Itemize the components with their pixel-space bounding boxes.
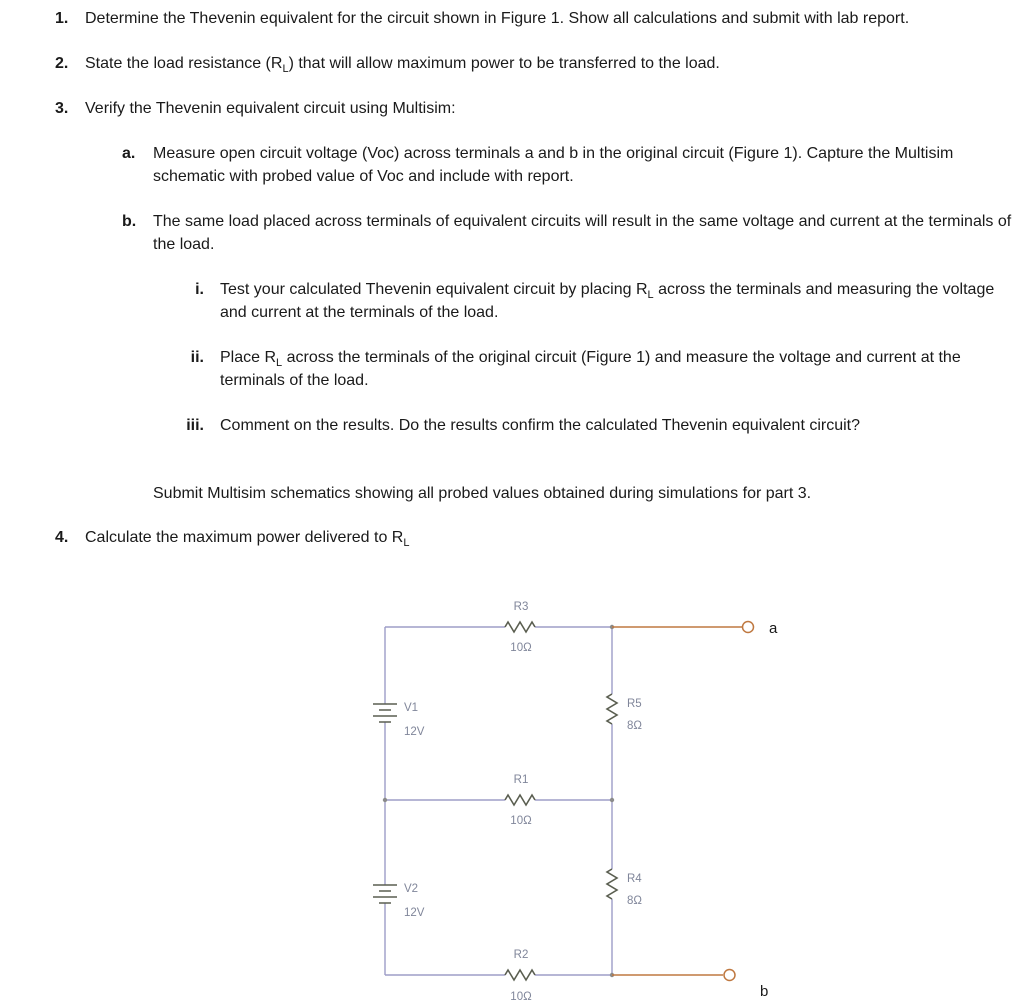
instruction-item-1	[55, 7, 1014, 30]
r4-name-label: R4	[627, 873, 642, 885]
item-roman: iii.	[186, 417, 204, 434]
resistor-R5	[607, 694, 617, 724]
item-text: Comment on the results. Do the results confirm the calculated Thevenin equivalent circuit?	[220, 417, 861, 434]
text-segment: across the terminals of the original circuit (Figure 1) and measure the voltage and current at the terminals of the load.	[220, 349, 961, 389]
terminal-b-label: b	[760, 983, 769, 1000]
schematic-components	[373, 622, 617, 980]
r2-value-label: 10Ω	[510, 991, 532, 1002]
junction-dot	[610, 798, 614, 802]
terminal-a-label: a	[769, 620, 778, 637]
junction-dots	[383, 625, 614, 977]
item-text: The same load placed across terminals of equivalent circuits will result in the same voltage and current at the terminals of the load.	[153, 213, 1012, 253]
battery-V2	[373, 885, 397, 903]
instruction-item-3b	[122, 210, 1014, 256]
instruction-item-2	[55, 52, 1014, 75]
text-segment: across the terminals and measuring the voltage and current at the terminals of the load.	[220, 281, 995, 321]
terminal-a-node	[743, 622, 754, 633]
item-text	[220, 278, 1014, 324]
r1-name-label: R1	[513, 774, 529, 786]
subscript-L: L	[282, 63, 289, 76]
subscript-L: L	[647, 289, 654, 302]
instruction-item-3	[55, 97, 1014, 120]
text-segment: Place R	[220, 349, 277, 366]
item-text: Determine the Thevenin equivalent for the circuit shown in Figure 1. Show all calculations and submit with lab report.	[85, 10, 910, 27]
r5-name-label: R5	[627, 698, 642, 710]
item-text: Measure open circuit voltage (Voc) across terminals a and b in the original circuit (Figure 1). Capture the Multisim schematic with probed value of Voc and include with report.	[153, 145, 954, 185]
r5-value-label: 8Ω	[627, 720, 642, 732]
item-text	[85, 52, 1014, 75]
item-roman: i.	[195, 281, 204, 298]
text-segment: Test your calculated Thevenin equivalent circuit by placing R	[220, 281, 648, 298]
junction-dot	[610, 625, 614, 629]
resistor-R4	[607, 869, 617, 899]
item-number: 3.	[55, 100, 69, 117]
battery-V1	[373, 704, 397, 722]
v2-name-label: V2	[404, 883, 419, 895]
instruction-item-4	[55, 526, 1014, 549]
schematic-wires	[385, 627, 612, 975]
item-number: 1.	[55, 10, 69, 27]
item-text	[85, 526, 1014, 549]
r3-name-label: R3	[513, 601, 529, 613]
submit-note: Submit Multisim schematics showing all probed values obtained during simulations for part 3.	[153, 485, 812, 502]
item-roman: ii.	[190, 349, 204, 366]
junction-dot	[610, 973, 614, 977]
r1-value-label: 10Ω	[510, 815, 532, 827]
resistor-R2	[505, 970, 535, 980]
instruction-item-3b-ii	[150, 346, 1014, 392]
r4-value-label: 8Ω	[627, 895, 642, 907]
terminal-letters	[760, 620, 778, 1000]
subscript-L: L	[276, 357, 283, 370]
v1-value-label: 12V	[404, 726, 425, 738]
item-text: Verify the Thevenin equivalent circuit using Multisim:	[85, 100, 456, 117]
text-segment: Calculate the maximum power delivered to R	[85, 529, 404, 546]
resistor-R3	[505, 622, 535, 632]
v2-value-label: 12V	[404, 907, 425, 919]
resistor-R1	[505, 795, 535, 805]
junction-dot	[383, 798, 387, 802]
subscript-L: L	[403, 537, 410, 550]
instruction-item-3a	[122, 142, 1014, 188]
r2-name-label: R2	[513, 949, 529, 961]
instruction-item-3b-i	[150, 278, 1014, 324]
component-labels	[404, 601, 642, 1002]
r3-value-label: 10Ω	[510, 642, 532, 654]
item-letter: b.	[122, 213, 137, 230]
item-text	[220, 346, 1014, 392]
v1-name-label: V1	[404, 702, 419, 714]
item-number: 4.	[55, 529, 69, 546]
terminal-leads	[612, 622, 754, 981]
text-segment: ) that will allow maximum power to be transferred to the load.	[288, 55, 720, 72]
text-segment: State the load resistance (R	[85, 55, 283, 72]
instruction-item-3b-iii	[150, 414, 1014, 437]
item-letter: a.	[122, 145, 136, 162]
item-number: 2.	[55, 55, 69, 72]
terminal-b-node	[724, 970, 735, 981]
